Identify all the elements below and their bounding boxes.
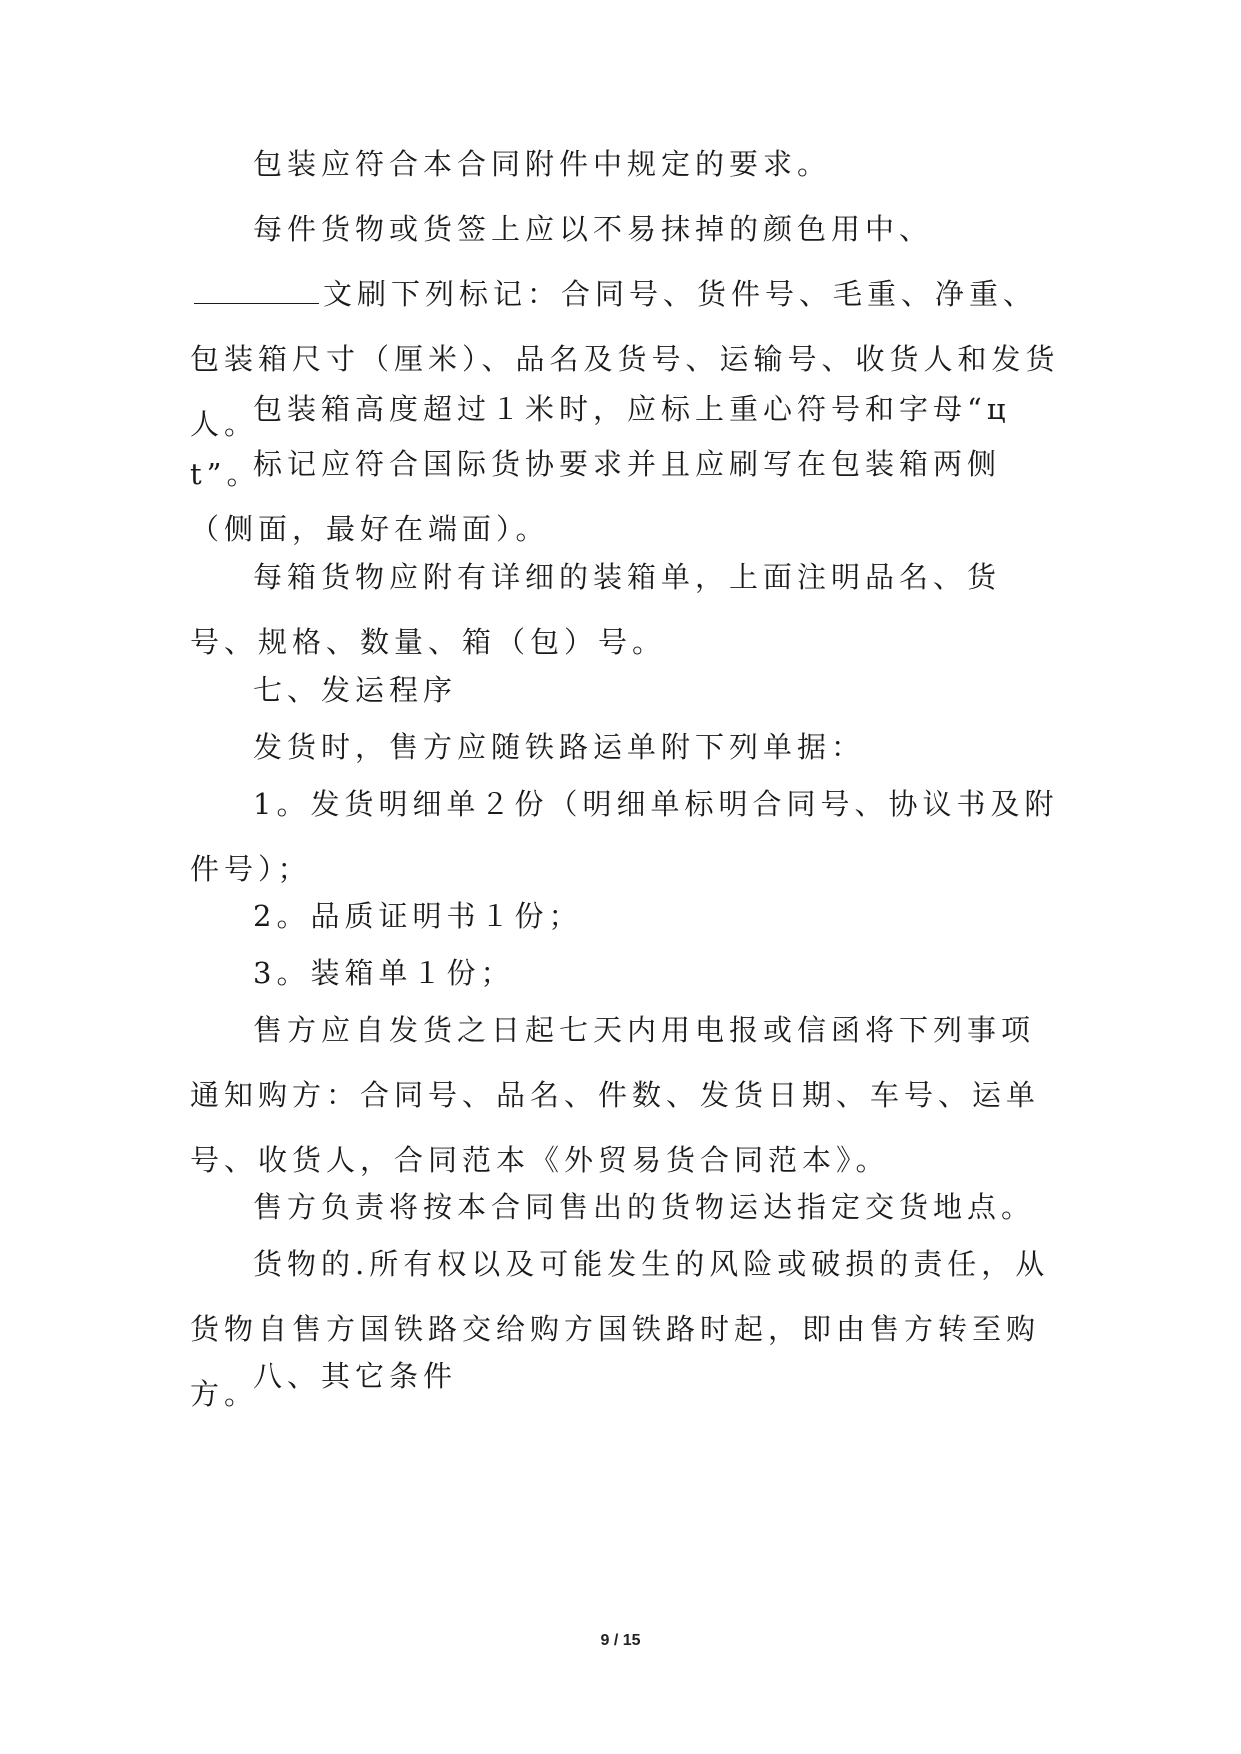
paragraph-packing-list: 每箱货物应附有详细的装箱单，上面注明品名、货号、规格、数量、箱（包）号。 — [190, 560, 1002, 659]
paragraph-marking-part1: 每件货物或货签上应以不易抹掉的颜色用中、 — [253, 212, 934, 246]
list-item-shipping-detail: 1。发货明细单２份（明细单标明合同号、协议书及附件号）； — [190, 787, 1059, 886]
paragraph-packaging-requirement: 包装应符合本合同附件中规定的要求。 — [253, 147, 832, 181]
list-item-packing-list: 3。装箱单１份； — [253, 956, 515, 990]
paragraph-shipping-documents: 发货时，售方应随铁路运单附下列单据： — [253, 730, 866, 764]
page-number: 9 / 15 — [600, 1632, 641, 1649]
paragraph-delivery-responsibility: 售方负责将按本合同售出的货物运达指定交货地点。 — [253, 1190, 1036, 1224]
paragraph-ownership-transfer: 货物的.所有权以及可能发生的风险或破损的责任，从货物自售方国铁路交给购方国铁路时起，即由售方转至购方。 — [190, 1247, 1050, 1411]
paragraph-center-of-gravity: 包装箱高度超过１米时，应标上重心符号和字母“ц t”。 — [190, 392, 1011, 491]
paragraph-marking-standard: 标记应符合国际货协要求并且应刷写在包装箱两侧（侧面，最好在端面）。 — [190, 447, 1002, 546]
list-item-quality-certificate: 2。品质证明书１份； — [253, 899, 583, 933]
section-heading-other-terms: 八、其它条件 — [253, 1359, 458, 1393]
section-heading-shipping: 七、发运程序 — [253, 673, 458, 707]
fill-in-blank — [194, 302, 319, 304]
paragraph-marking-part2: 文刷下列标记：合同号、货件号、毛重、净重、包装箱尺寸（厘米）、品名及货号、运输号、收货人和发货人。 — [190, 277, 1060, 441]
paragraph-notification: 售方应自发货之日起七天内用电报或信函将下列事项通知购方：合同号、品名、件数、发货日期、车号、运单号、收货人，合同范本《外贸易货合同范本》。 — [190, 1013, 1041, 1177]
